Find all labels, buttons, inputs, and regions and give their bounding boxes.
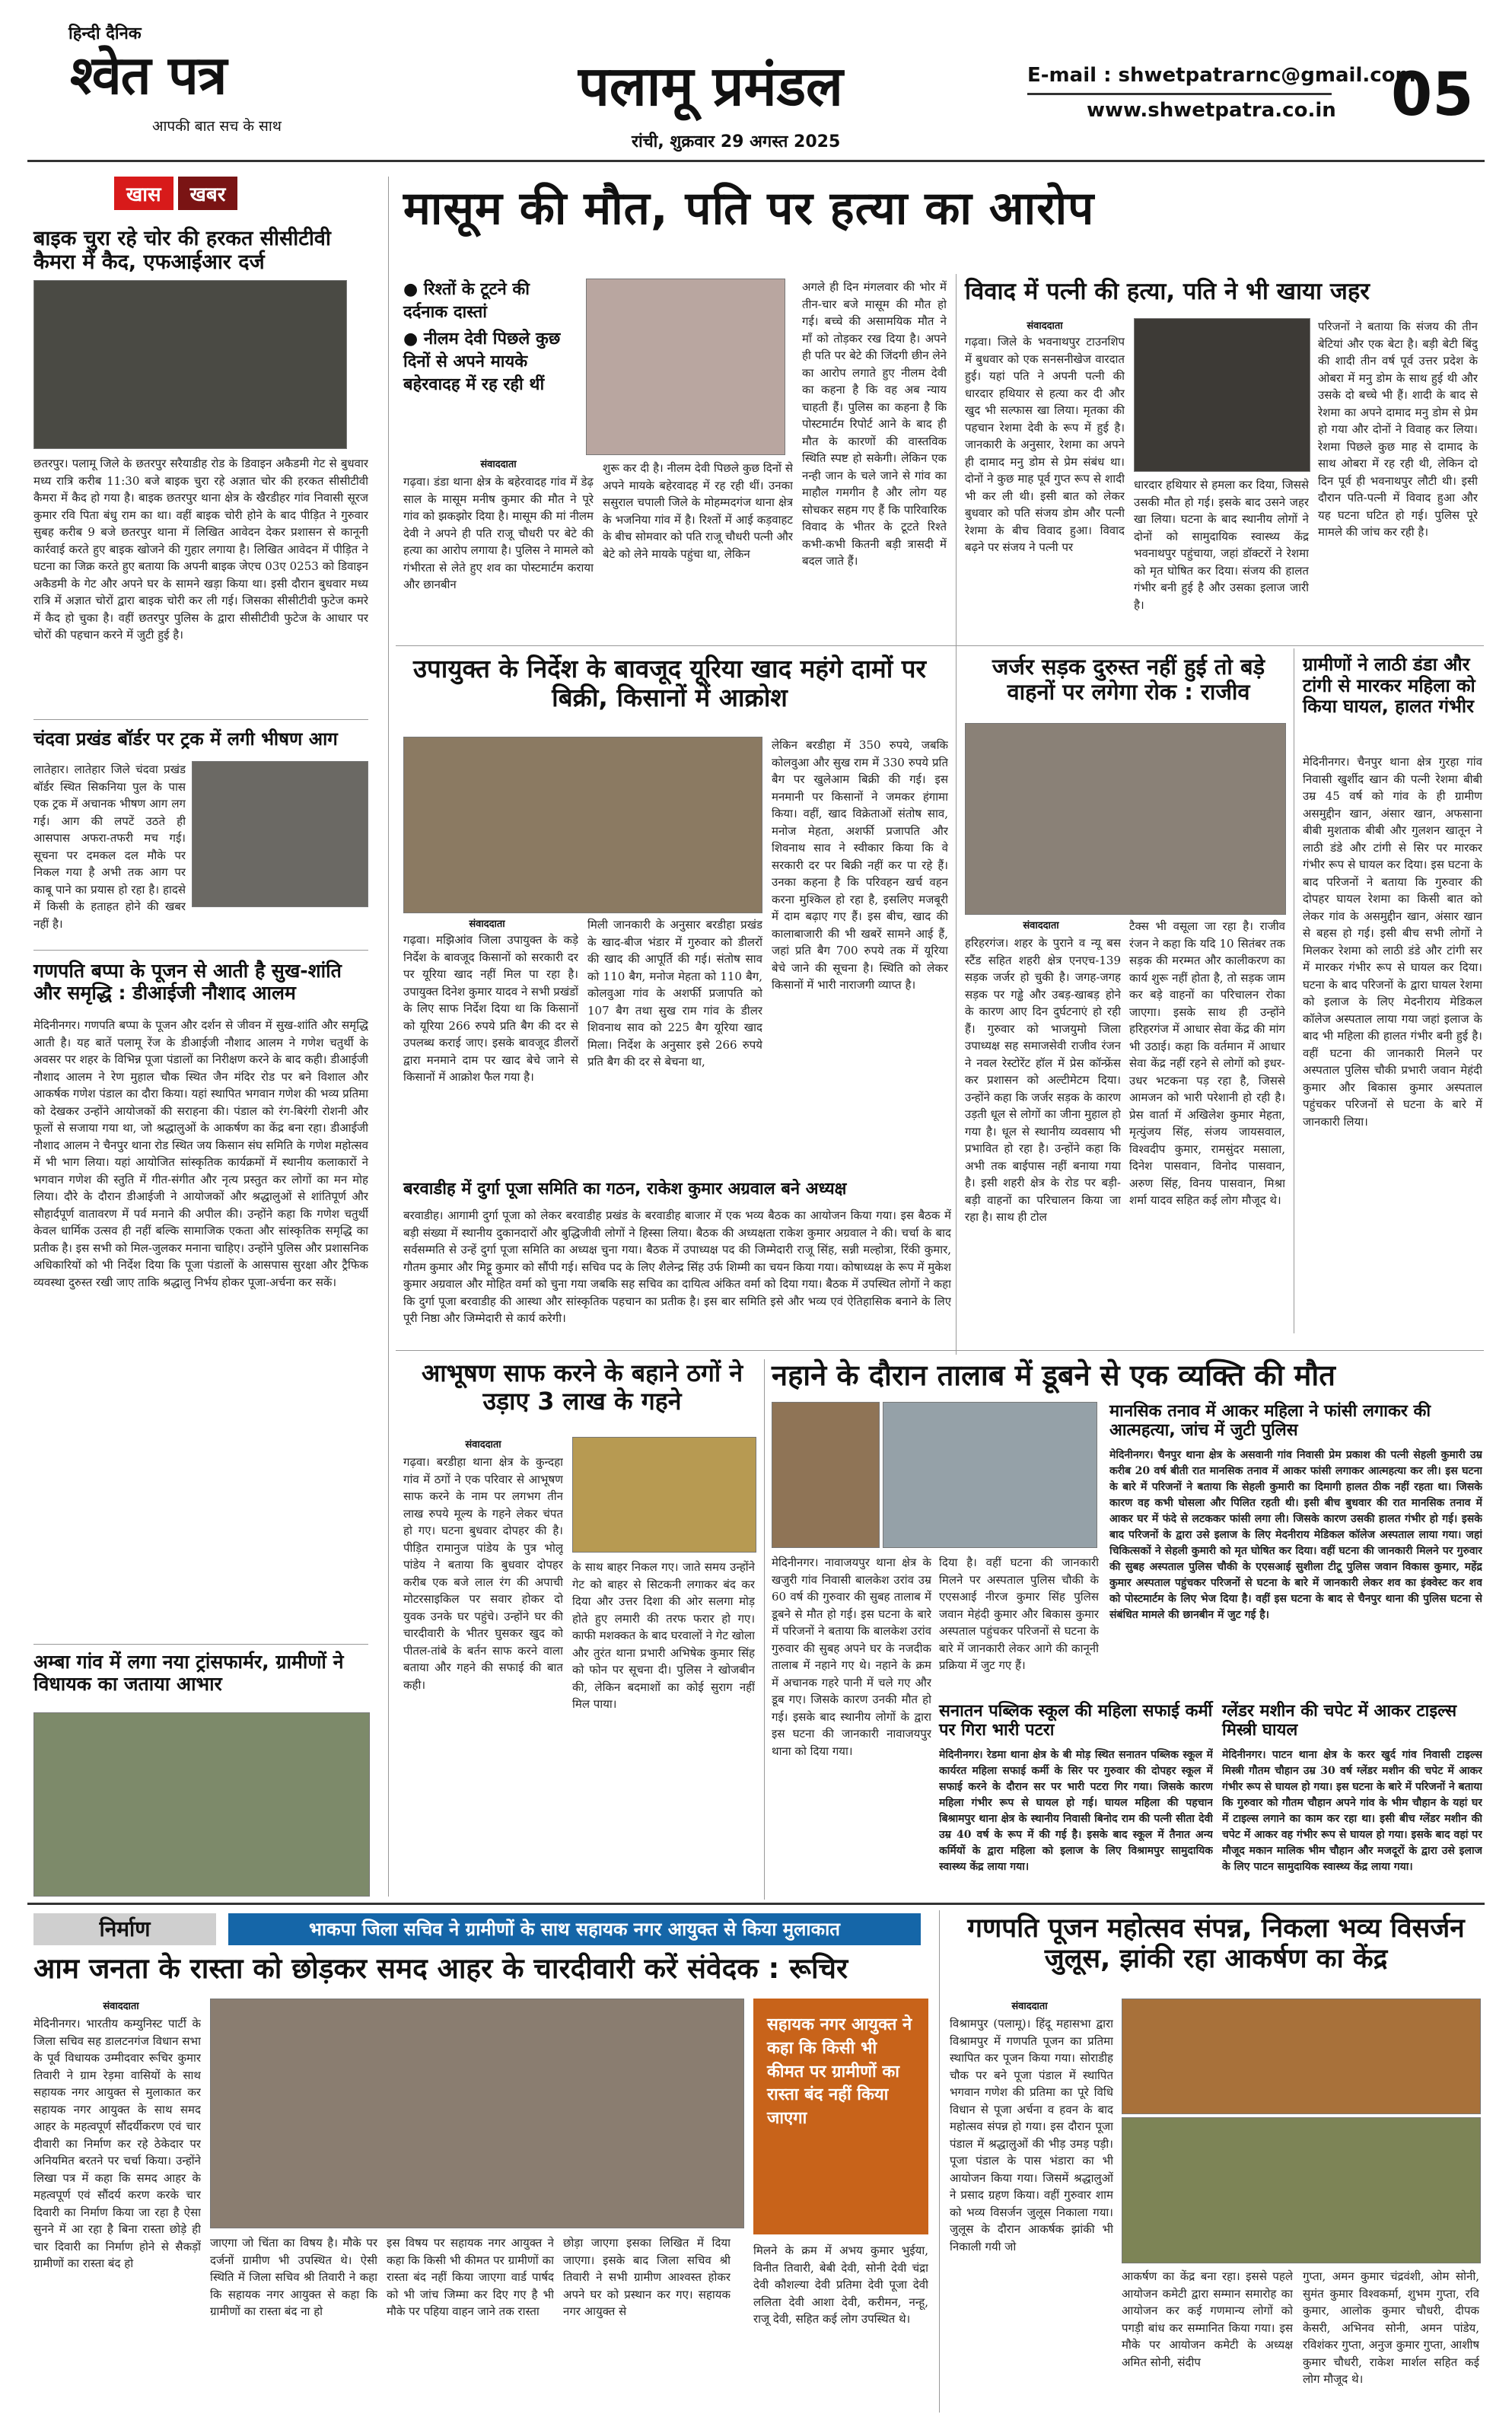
row-rule [396, 645, 1484, 646]
ganpati-headline: गणपति पूजन महोत्सव संपन्न, निकला भव्य विसर्जन जुलूस, झांकी रहा आकर्षण का केंद्र [967, 1913, 1465, 1975]
nirman-tag: निर्माण [33, 1913, 216, 1945]
lead-photo-child [586, 279, 785, 455]
transformer-photo [33, 1712, 370, 1897]
nirman-col-2: जाएगा जो चिंता का विषय है। मौके पर दर्जनों ग्रामीण भी उपस्थित थे। ऐसी स्थिति में जिला सचिव श्री तिवारी ने कहा कि सहायक नगर आयुक्त से कहा कि ग्रामीणों का रास्ता बंद ना हो [210, 2236, 377, 2318]
jewel-headline: आभूषण साफ करने के बहाने ठगों ने उड़ाए 3 लाख के गहने [421, 1358, 743, 1416]
tagline: आपकी बात सच के साथ [152, 118, 282, 135]
brief-rule [33, 950, 368, 951]
lead-col-2: शुरू कर दी है। नीलम देवी पिछले कुछ दिनों से अपने मायके बहेरवादह में रह रही थीं। उनका ससुराल चपाली जिले के मोहम्मदगंज थाना क्षेत्र के भजनिया गांव में है। रिश्तों में आई कड़वाहट के बीच सोमवार को पति राजू चौधरी पत्नी और बेटे को लेने मायके पहुंचा था, लेकिन [603, 461, 793, 561]
email[interactable]: E-mail : shwetpatrarnc@gmail.com [1027, 64, 1416, 87]
truck-fire-photo [192, 761, 368, 907]
khabar-label: खबर [178, 177, 238, 210]
ganpati-col-2: आकर्षण का केंद्र बना रहा। इससे पहले आयोजन कमेटी द्वारा सम्मान समारोह का आयोजन कर कई गणमान्य लोगों को पगड़ी बांध कर सम्मानित किया गया। इस मौके पर आयोजन कमेटी के अध्यक्ष अमित सोनी, संदीप [1122, 2269, 1293, 2369]
mental-headline: मानसिक तनाव में आकर महिला ने फांसी लगाकर की आत्महत्या, जांच में जुटी पुलिस [1109, 1402, 1431, 1441]
ganpati-photo-1 [1122, 1999, 1481, 2114]
nirman-col-1: मेदिनीनगर। भारतीय कम्युनिस्ट पार्टी के जिला सचिव सह डालटनगंज विधान सभा के पूर्व विधायक उम्मीदवार रूचिर कुमार तिवारी ने ग्राम रेड़मा वासियों के साथ सहायक नगर आयुक्त से मुलाकात कर सहायक नगर आयुक्त के साथ समद आहर के महत्वपूर्ण सौंदर्यीकरण एवं चार दीवारी का निर्माण कर रहे ठेकेदार पर अनियमित बरतने पर चर्चा किया। उन्होंने लिखा पत्र में कहा कि समद आहर के महत्वपूर्ण एवं सौंदर्य करण करके चार दिवारी का निर्माण किया जा रहा है ऐसा सुनने में आ रहा है बिना रास्ता छोड़े ही चार दिवारी का निर्माण होने से सैकड़ों ग्रामीणों का रास्ता बंद हो [33, 2017, 201, 2270]
nirman-byline: संवाददाता [103, 2001, 139, 2012]
dateline: रांची, शुक्रवार 29 अगस्त 2025 [632, 132, 841, 151]
section-title: पलामू प्रमंडल [578, 54, 843, 118]
brief-rule [33, 719, 368, 720]
brief-ganpati-dig-headline: गणपति बप्पा के पूजन से आती है सुख-शांति और समृद्धि : डीआईजी नौशाद आलम [33, 960, 342, 1004]
kicker: हिन्दी दैनिक [68, 24, 142, 43]
brief-fire-body: लातेहार। लातेहार जिले चंदवा प्रखंड बॉर्डर स्थित सिकनिया पुल के पास एक ट्रक में अचानक भीषण आग लग गई। आग की लपटें उठते ही आसपास अफरा-तफरी मच गई। सूचना पर दमकल दल मौके पर निकल गया है अभी तक आग पर काबू पाने का प्रयास हो रहा है। हादसे में किसी के हताहत होने की खबर नहीं है। [33, 763, 186, 931]
nirman-headline: आम जनता के रास्ता को छोड़कर समद आहर के चारदीवारी करें संवेदक : रूचिर [33, 1952, 848, 1985]
pond-photo-1 [772, 1402, 880, 1548]
dispute-byline: संवाददाता [1027, 320, 1063, 332]
brief-transformer-headline: अम्बा गांव में लगा नया ट्रांसफार्मर, ग्रामीणों ने विधायक का जताया आभार [33, 1651, 344, 1695]
attack-body: मेदिनीनगर। चैनपुर थाना क्षेत्र गुरहा गांव निवासी खुर्शीद खान की पत्नी रेशमा बीबी उम्र 45 वर्ष को गांव के ही ग्रामीण असमुद्दीन खान, अंसार खान, अफसाना बीबी मुशताक बीबी और गुलशन खातून ने लाठी डंडे और टांगी से सिर पर मारकर गंभीर रूप से घायल कर दिया। इस घटना के बाद परिजनों ने बताया कि गुरुवार की दोपहर घायल रेशमा का किसी बात को लेकर गांव के असमुद्दीन खान, अंसार खान से बहस हो गई। इसी बीच सभी लोगों ने मिलकर रेशमा को लाठी डंडे और टांगी सर में मारकर गंभीर रूप से घायल कर दिया। घटना के बाद परिजनों के द्वारा घायल रेशमा को इलाज के लिए मेदनीराय मेडिकल कॉलेज अस्पताल लाया गया जहां इलाज के बाद भी महिला की हालत गंभीर बनी हुई है। वहीं घटना की जानकारी मिलने पर अस्पताल पुलिस चौकी प्रभारी जवान मेहंदी कुमार और बिकास कुमार अस्पताल पहुंचकर परिजनों से घटना के बारे में जानकारी लिया। [1303, 755, 1482, 1129]
urea-byline: संवाददाता [469, 919, 505, 930]
ganpati-col-1: विश्रामपुर (पलामू)। हिंदू महासभा द्वारा विश्रामपुर में गणपति पूजन का प्रतिमा स्थापित कर पूजन किया गया। सोराडीह चौक पर बने पूजा पंडाल में स्थापित भगवान गणेश की प्रतिमा का पूरे विधि विधान से पूजा अर्चना व हवन के बाद महोत्सव संपन्न हो गया। इस दौरान पूजा पंडाल में श्रद्धालुओं की भीड़ उमड़ पड़ी। पूजा पंडाल के पास भंडारा का भी आयोजन किया गया। जिसमें श्रद्धालुओं ने प्रसाद ग्रहण किया। वहीं गुरुवार शाम को भव्य विसर्जन जुलूस निकाला गया। जुलूस के दौरान आकर्षक झांकी भी निकाली गयी जो [950, 2017, 1113, 2253]
road-byline: संवाददाता [1023, 920, 1059, 932]
lead-col-3: अगले ही दिन मंगलवार की भोर में तीन-चार बजे मासूम की मौत हो गई। बच्चे की असामयिक मौत ने माँ को तोड़कर रख दिया है। अपने ही पति पर बेटे की जिंदगी छीन लेने का आरोप लगाते हुए नीलम देवी का कहना है कि वह अब न्याय चाहती हैं। पुलिस का कहना है कि पोस्टमार्टम रिपोर्ट आने के बाद ही मौत के कारणों की वास्तविक स्थिति स्पष्ट हो सकेगी। लेकिन एक नन्ही जान के चले जाने से गांव का माहौल गमगीन है और लोग यह सोचकर सहम गए हैं कि पारिवारिक विवाद के भीतर के टूटते रिश्ते कभी-कभी कितनी बड़ी त्रासदी में बदल जाते हैं। [802, 280, 947, 568]
jewel-byline: संवाददाता [465, 1439, 501, 1451]
ganpati-byline: संवाददाता [1011, 2001, 1048, 2012]
nirman-col-4: छोड़ा जाएगा इसका लिखित में दिया जाएगा। इसके बाद जिला सचिव श्री तिवारी ने सभी ग्रामीण आश्वस्त होकर अपने घर को प्रस्थान कर गए। सहायक नगर आयुक्त से [563, 2236, 731, 2318]
ganpati-photo-2 [1122, 2117, 1481, 2263]
urea-photo [403, 737, 762, 913]
bottom-divider [939, 1910, 940, 2413]
brand-logo: श्वेत पत्र [70, 44, 227, 107]
left-col-divider [388, 177, 389, 1897]
dispute-col-1: गढ़वा। जिले के भवनाथपुर टाउनशिप में बुधवार को एक सनसनीखेज वारदात हुई। यहां पति ने अपनी पत्नी की धारदार हथियार से हत्या कर दी और खुद भी सल्फास खा लिया। मृतका की पहचान रेशमा देवी के रूप में हुई है। जानकारी के अनुसार, रेशमा का अपने ही दामाद मनु डोम से प्रेम संबंध था। दोनों ने कुछ माह पूर्व गुप्त रूप से शादी भी कर ली थी। इसी बात को लेकर बुधवार को पति संजय डोम और पत्नी रेशमा के बीच विवाद हुआ। विवाद बढ़ने पर संजय ने पत्नी पर [965, 335, 1125, 554]
bottom-section-rule [27, 1903, 1485, 1905]
urea-col-1: गढ़वा। मझिआंव जिला उपायुक्त के कड़े निर्देश के बावजूद किसानों को सरकारी दर पर यूरिया खाद नहीं मिल पा रहा है। उपायुक्त दिनेश कुमार यादव ने सभी प्रखंडों के लिए साफ निर्देश दिया था कि किसानों को यूरिया 266 रुपये प्रति बैग की दर से उपलब्ध कराई जाए। इसके बावजूद डीलरों द्वारा मनमाने दाम पर खाद बेचे जाने से किसानों में आक्रोश फैल गया है। [403, 933, 578, 1084]
pond-col-2: दिया है। वहीं घटना की जानकारी मिलने पर अस्पताल पुलिस चौकी के एएसआई नीरज कुमार सिंह पुलिस जवान मेहंदी कुमार और बिकास कुमार अस्पताल पहुंचकर परिजनों से घटना के बारे में जानकारी लेकर आगे की कानूनी प्रक्रिया में जुट गए हैं। [939, 1556, 1099, 1672]
jewel-photo [572, 1437, 756, 1553]
jewel-col-2: के साथ बाहर निकल गए। जाते समय उन्होंने गेट को बाहर से सिटकनी लगाकर बंद कर दिया और उत्तर दिशा की ओर सलगा मोड़ होते हुए लमारी की तरफ फरार हो गए। काफी मशक्कत के बाद घरवालों ने गेट खोला और तुरंत थाना प्रभारी अभिषेक कुमार सिंह को फोन पर सूचना दी। पुलिस ने खोजबीन की, लेकिन बदमाशों का कोई सुराग नहीं मिल पाया। [572, 1560, 755, 1711]
khas-khabar-tag [114, 177, 237, 207]
brief-bike-body: छतरपुर। पलामू जिले के छतरपुर सरैयाडीह रोड के डिवाइन अकैडमी गेट से बुधवार मध्य रात्रि करीब 11:30 बजे बाइक चुरा रहे अज्ञात चोर की हरकत सीसीटीवी कैमरा में कैद हो गया है। बाइक छतरपुर थाना क्षेत्र के खैरडीहर गांव निवासी सूरज कुमार रवि पिता बंधु राम का था। वहीं बाइक चोरी होने के बाद पीड़ित ने गुरुवार सुबह करीब 9 बजे छतरपुर थाना में लिखित आवेदन देकर प्रशासन से कानूनी कार्रवाई करते हुए बाइक खोजने की गुहार लगाया है। लिखित आवेदन में पीड़ित ने घटना का जिक्र करते हुए बताया कि अपनी बाइक जेएच 03ए 0253 को डिवाइन अकैडमी के गेट और अपने घर के सामने खड़ा किया था। इसी दौरान बुधवार मध्य रात्रि में अज्ञात चोरों द्वारा बाइक चोरी कर ली गई। जिसका सीसीटीवी फुटेज कमरे में कैद हो चुका है। वहीं छतरपुर पुलिस के द्वारा सीसीटीवी फुटेज के आधार पर चोरों की पहचान करने में जुटी हुई है। [33, 457, 368, 642]
masthead [0, 0, 1512, 152]
urea-col-2: मिली जानकारी के अनुसार बरडीहा प्रखंड के खाद-बीज भंडार में गुरुवार को डीलरों की खाद की आपूर्ति की गई। संतोष साव को 110 बैग, मनोज मेहता को 110 बैग, कोलवुआ गांव के अशर्फी प्रजापति को 107 बैग तथा सुख राम गांव के डीलर शिवनाथ साव को 225 बैग यूरिया खाद मिला। निर्देश के अनुसार इसे 266 रुपये प्रति बैग की दर से बेचना था, [587, 918, 762, 1069]
nirman-photo [210, 1999, 744, 2228]
row-rule [396, 1350, 1484, 1351]
road-col-1: हरिहरगंज। शहर के पुराने व न्यू बस स्टैंड सहित शहरी क्षेत्र एनएच-139 सड़क जर्जर हो चुकी है। जगह-जगह सड़क पर गड्ढे और उबड़-खाबड़ होने के कारण आए दिन दुर्घटनाएं हो रही हैं। गुरुवार को भाजयुमो जिला उपाध्यक्ष सह समाजसेवी राजीव रंजन ने नवल रेस्टोरेंट हॉल में प्रेस कॉन्फ्रेंस कर प्रशासन को अल्टीमेटम दिया। उन्होंने कहा कि जर्जर सड़क के कारण उड़ती धूल से लोगों का जीना मुहाल हो गया है। धूल से स्थानीय व्यवसाय भी प्रभावित हो रहा है। उन्होंने कहा कि अभी तक बाईपास नहीं बनाया गया है। इसी शहरी क्षेत्र के रोड पर बड़ी-बड़ी वाहनों का परिचालन किया जा रहा है। साथ ही टोल [965, 936, 1121, 1224]
mental-body: मेदिनीनगर। चैनपुर थाना क्षेत्र के असवानी गांव निवासी प्रेम प्रकाश की पत्नी सेहली कुमारी उम्र करीब 20 वर्ष बीती रात मानसिक तनाव में आकर फांसी लगाकर आत्महत्या कर ली। इस घटना के बारे में परिजनों ने बताया कि सेहली कुमारी का दिमागी हालत ठीक नहीं रहता था। जिसके कारण वह कभी घोसला और पिलित रहती थी। इसी बीच बुधवार की रात मानसिक तनाव में आकर घर में फंदे से लटककर फांसी लगा ली। जिसके कारण उसकी हालत गंभीर हो गई। इसके बाद परिजनों के द्वारा उसे इलाज के लिए मेदनीराय मेडिकल कॉलेज अस्पताल लाया गया। जहां चिकित्सकों ने सेहली कुमारी को मृत घोषित कर दिया। वहीं घटना की जानकारी मिलने पर गुरुवार की सुबह अस्पताल पुलिस चौकी के एएसआई सुशीला टीटू पुलिस जवान विकास कुमार, महेंद्र कुमार अस्पताल पहुंचकर परिजनों से घटना के बारे में जानकारी लेकर शव का इंक्वेस्ट कर शव को पोस्टमार्टम के लिए भेज दिया है। वहीं इस घटना के बाद से चैनपुर थाना की पुलिस घटना से संबंधित मामले की छानबीन में जुट गई है। [1109, 1449, 1482, 1621]
jewel-col-1: गढ़वा। बरडीहा थाना क्षेत्र के कुन्दहा गांव में ठगों ने एक परिवार से आभूषण साफ करने के नाम पर लगभग तीन लाख रुपये मूल्य के गहने लेकर चंपत हो गए। घटना बुधवार दोपहर की है। पीड़ित रामानुज पांडेय के पुत्र भोलू पांडेय ने बताया कि बुधवार दोपहर करीब एक बजे लाल रंग की अपाची मोटरसाइकिल पर सवार होकर दो युवक उनके घर पहुंचे। उन्होंने घर की चारदीवारी के भीतर घुसकर खुद को पीतल-तांबे के बर्तन साफ करने वाला बताया और गहने की सफाई की बात कही। [403, 1455, 563, 1692]
pond-photo-2 [883, 1402, 1097, 1548]
lead-col-1: गढ़वा। डंडा थाना क्षेत्र के बहेरवादह गांव में डेढ़ साल के मासूम मनीष कुमार की मौत ने पूरे गांव को झकझोर दिया है। मासूम की मां नीलम देवी ने अपने ही पति राजू चौधरी पर बेटे की हत्या का आरोप लगाया है। पुलिस ने मामले को गंभीरता से लेते हुए शव का पोस्टमार्टम कराया और छानबीन [403, 475, 594, 591]
road-col-2: टैक्स भी वसूला जा रहा है। राजीव रंजन ने कहा कि यदि 10 सितंबर तक सड़क की मरम्मत और कालीकरण का कार्य शुरू नहीं होता है, तो सड़क जाम कर बड़े वाहनों का परिचालन रोका जाएगा। इसके साथ ही उन्होंने हरिहरगंज में आधार सेवा केंद्र की मांग भी उठाई। कहा कि वर्तमान में आधार सेवा केंद्र नहीं रहने से लोगों को इधर-उधर भटकना पड़ रहा है, जिससे आमजन को भारी परेशानी हो रही है। प्रेस वार्ता में अखिलेश कुमार मेहता, मृत्युंजय सिंह, संजय जायसवाल, विश्वदीप कुमार, रामसुंदर मसाला, दिनेश पासवान, विनोद पासवान, अरुण सिंह, विनय पासवान, मिश्रा शर्मा यादव सहित कई लोग मौजूद थे। [1129, 919, 1285, 1207]
page-number: 05 [1391, 61, 1474, 129]
lead-divider [956, 274, 957, 1355]
road-press-photo [965, 723, 1286, 915]
sanitation-headline: सनातन पब्लिक स्कूल की महिला सफाई कर्मी पर गिरा भारी पटरा [939, 1702, 1213, 1741]
pond-headline: नहाने के दौरान तालाब में डूबने से एक व्यक्ति की मौत [772, 1358, 1335, 1392]
lead-bullets [403, 279, 578, 396]
pond-col-1: मेदिनीनगर। नावाजयपुर थाना क्षेत्र के खजुरी गांव निवासी बालकेश उरांव उम्र 60 वर्ष की गुरुवार की सुबह तालाब में डूबने से मौत हो गई। इस घटना के बारे में परिजनों ने बताया कि बालकेश उरांव गुरुवार की सुबह अपने घर के नजदीक तालाब में नहाने गए थे। नहाने के क्रम में अचानक गहरे पानी में चले गए और डूब गए। जिसके कारण उनकी मौत हो गई। इसके बाद स्थानीय लोगों के द्वारा इस घटना की जानकारी नावाजयपुर थाना को दिया गया। [772, 1556, 931, 1758]
nirman-pullquote [753, 1999, 928, 2234]
road-headline: जर्जर सड़क दुरुस्त नहीं हुई तो बड़े वाहनों पर लगेगा रोक : राजीव [992, 654, 1265, 705]
barwadih-body: बरवाडीह। आगामी दुर्गा पूजा को लेकर बरवाडीह प्रखंड के बरवाडीह बाजार में एक भव्य बैठक का आयोजन किया गया। इस बैठक में बड़ी संख्या में स्थानीय दुकानदारों और बुद्धिजीवी लोगों ने हिस्सा लिया। बैठक की अध्यक्षता राकेश कुमार अग्रवाल ने की। चर्चा के बाद सर्वसम्मति से उन्हें दुर्गा पूजा समिति का अध्यक्ष चुना गया। बैठक में उपाध्यक्ष पद की जिम्मेदारी राजू सिंह, सन्नी मल्होत्रा, रिंकी कुमार, गौतम कुमार और मिट्टू कुमार को सौंपी गई। सचिव पद के लिए शैलेन्द्र सिंह उर्फ शिम्मी का चयन किया गया। कोषाध्यक्ष के रूप में मुकेश कुमार अग्रवाल और मोहित वर्मा को चुना गया जबकि सह सचिव का दायित्व अंकित वर्मा को दिया गया। बैठक में उपस्थित लोगों ने कहा कि दुर्गा पूजा बरवाडीह की आस्था और सांस्कृतिक पहचान का प्रतीक है। इस बार समिति इसे और भव्य एवं ऐतिहासिक बनाने के लिए पूरी निष्ठा और जिम्मेदारी से कार्य करेगी। [403, 1209, 951, 1325]
email-underline [1027, 93, 1332, 95]
pullquote-text: सहायक नगर आयुक्त ने कहा कि किसी भी कीमत पर ग्रामीणों का रास्ता बंद नहीं किया जाएगा [767, 2015, 912, 2129]
ganpati-col-3: गुप्ता, अमन कुमार चंद्रवंशी, ओम सोनी, सुमंत कुमार विश्वकर्मा, शुभम गुप्ता, रवि कुमार, आलोक कुमार चौधरी, दीपक केसरी, अभिनव सोनी, अमन पांडेय, रविशंकर गुप्ता, अनुज कुमार गुप्ता, आशीष कुमार चौधरी, राकेश मार्शल सहित कई लोग मौजूद थे। [1303, 2269, 1479, 2386]
masthead-rule [27, 160, 1485, 162]
dispute-col-3: परिजनों ने बताया कि संजय की तीन बेटियां और एक बेटा है। बड़ी बेटी बिंदु की शादी तीन वर्ष पूर्व उत्तर प्रदेश के ओबरा में मनु डोम के साथ हुई थी और उसके दो बच्चे भी हैं। शादी के बाद से रेशमा का अपने दामाद मनु डोम से प्रेम हो गया और दोनों ने विवाह कर लिया। रेशमा पिछले कुछ माह से दामाद के साथ ओबरा में रह रही थी, लेकिन दो दिन पूर्व ही भवनाथपुर लौटी थी। इसी दौरान पति-पत्नी में विवाद हुआ और यह घटना घटित हो गई। पुलिस पूरे मामले की जांच कर रही है। [1318, 320, 1478, 539]
grinder-body: मेदिनीनगर। पाटन थाना क्षेत्र के करर खुर्द गांव निवासी टाइल्स मिस्त्री गौतम चौहान उम्र 30 वर्ष ग्लेंडर मशीन की चपेट में आकर गंभीर रूप से घायल हो गया। इस घटना के बारे में परिजनों ने बताया कि गुरुवार को गौतम चौहान अपने गांव के भीम चौहान के यहां घर में टाइल्स लगाने का काम कर रहा था। इसी बीच ग्लेंडर मशीन की चपेट में आकर वह गंभीर रूप से घायल हो गया। इसके बाद वहां पर मौजूद मकान मालिक भीम चौहान और मजदूरों के द्वारा उसे इलाज के लिए पाटन सामुदायिक स्वास्थ्य केंद्र लाया गया। [1222, 1749, 1482, 1873]
bike-theft-photo [33, 280, 347, 449]
website[interactable]: www.shwetpatra.co.in [1087, 99, 1336, 122]
lead-byline: संवाददाता [480, 459, 517, 470]
brief-ganpati-dig-body: मेदिनीनगर। गणपति बप्पा के पूजन और दर्शन से जीवन में सुख-शांति और समृद्धि आती है। यह बातें पलामू रेंज के डीआईजी नौशाद आलम ने गणेश चतुर्थी के अवसर पर शहर के विभिन्न पूजा पंडालों का निरीक्षण करने के बाद कही। डीआईजी नौशाद आलम ने रेण मुहाल चौक स्थित जैन मंदिर रोड पर बने विशाल और आकर्षक गणेश पंडाल का दौरा किया। यहां स्थापित भगवान गणेश की भव्य प्रतिमा को देखकर उन्होंने आयोजकों की सराहना की। पंडाल को रंग-बिरंगी रोशनी और फूलों से सजाया गया था, जो श्रद्धालुओं के आकर्षण का केंद्र बना रहा। डीआईजी नौशाद आलम ने चैनपुर थाना रोड स्थित जय किसान संघ समिति के गणेश महोत्सव में भी भाग लिया। यहां आयोजित सांस्कृतिक कार्यक्रमों में स्थानीय कलाकारों ने भगवान गणेश की स्तुति में गीत-संगीत और नृत्य प्रस्तुत कर लोगों का मन मोह लिया। दौरे के दौरान डीआईजी ने आयोजकों और श्रद्धालुओं से शांतिपूर्ण और सौहार्दपूर्ण वातावरण में पर्व मनाने की अपील की। उन्होंने कहा कि गणेश चतुर्थी केवल धार्मिक उत्सव ही नहीं बल्कि सामाजिक एकता और सांस्कृतिक समृद्धि का प्रतीक है। इस सभी को मिल-जुलकर मनाना चाहिए। उन्होंने पुलिस और प्रशासनिक अधिकारियों को भी निर्देश दिया कि पूजा पंडालों के आसपास सुरक्षा और ट्रैफिक व्यवस्था दुरुस्त रखी जाए ताकि श्रद्धालु निर्भय होकर पूजा-अर्चना कर सकें। [33, 1018, 368, 1289]
attack-headline: ग्रामीणों ने लाठी डंडा और टांगी से मारकर महिला को किया घायल, हालत गंभीर [1303, 654, 1475, 718]
dispute-headline: विवाद में पत्नी की हत्या, पति ने भी खाया जहर [965, 278, 1370, 305]
brief-rule [33, 1644, 368, 1645]
dispute-col-2: धारदार हथियार से हमला कर दिया, जिससे उसकी मौत हो गई। इसके बाद उसने जहर खा लिया। घटना के बाद स्थानीय लोगों ने दोनों को सामुदायिक स्वास्थ्य केंद्र भवनाथपुर पहुंचाया, जहां डॉक्टरों ने रेशमा को मृत घोषित कर दिया। संजय की हालत गंभीर बनी हुई है और उसका इलाज जारी है। [1134, 478, 1309, 612]
brief-bike-headline: बाइक चुरा रहे चोर की हरकत सीसीटीवी कैमरा में कैद, एफआईआर दर्ज [33, 227, 331, 275]
nirman-col-3: इस विषय पर सहायक नगर आयुक्त ने कहा कि किसी भी कीमत पर ग्रामीणों का रास्ता बंद नहीं किया जाएगा वार्ड पार्षद को भी जांच जिम्मा कर दिए गए है भी मौके पर पहिया वाहन जाने तक रास्ता [387, 2236, 554, 2318]
urea-col-3: लेकिन बरडीहा में 350 रुपये, जबकि कोलवुआ और सुख राम में 330 रुपये प्रति बैग पर खुलेआम बिक्री की गई। इस मनमानी पर किसानों ने जमकर हंगामा किया। वहीं, खाद विक्रेताओं संतोष साव, मनोज मेहता, अशर्फी प्रजापति और शिवनाथ साव ने स्वीकार किया कि वे सरकारी दर पर बिक्री नहीं कर पा रहे हैं। उनका कहना है कि परिवहन खर्च वहन करना मुश्किल हो रहा है, इसलिए मजबूरी में दाम बढ़ाए गए हैं। इस बीच, खाद की कालाबाजारी की भी खबरें सामने आई हैं, जहां प्रति बैग 700 रुपये तक में यूरिया बेचे जाने की सूचना है। स्थिति को लेकर किसानों में भारी नाराजगी व्याप्त है। [772, 738, 948, 992]
nirman-banner: भाकपा जिला सचिव ने ग्रामीणों के साथ सहायक नगर आयुक्त से किया मुलाकात [228, 1913, 921, 1945]
jewel-divider [764, 1359, 765, 1900]
grinder-headline: ग्लेंडर मशीन की चपेट में आकर टाइल्स मिस्त्री घायल [1222, 1702, 1457, 1741]
urea-headline: उपायुक्त के निर्देश के बावजूद यूरिया खाद महंगे दामों पर बिक्री, किसानों में आक्रोश [412, 654, 927, 712]
barwadih-headline: बरवाडीह में दुर्गा पूजा समिति का गठन, राकेश कुमार अग्रवाल बने अध्यक्ष [403, 1180, 847, 1199]
nirman-col-5: मिलने के क्रम में अभय कुमार भुईया, विनीत तिवारी, बेबी देवी, सोनी देवी चंद्रा देवी कौशल्या देवी प्रतिमा देवी पूजा देवी ललिता देवी आशा देवी, करीमन, नन्हू, राजू देवी, सहित कई लोग उपस्थित थे। [753, 2244, 928, 2326]
brief-fire-headline: चंदवा प्रखंड बॉर्डर पर ट्रक में लगी भीषण आग [33, 728, 338, 750]
khas-label: खास [114, 177, 173, 210]
lead-bullet-2: ● नीलम देवी पिछले कुछ दिनों से अपने मायके बहेरवादह में रह रही थीं [403, 330, 561, 394]
dispute-photo [1134, 318, 1310, 472]
lead-bullet-1: ● रिश्तों के टूटने की दर्दनाक दास्तां [403, 280, 530, 322]
sanitation-body: मेदिनीनगर। रेडमा थाना क्षेत्र के बी मोड़ स्थित सनातन पब्लिक स्कूल में कार्यरत महिला सफाई कर्मी के सिर पर गुरुवार की दोपहर स्कूल में सफाई करने के दौरान सर पर भारी पटरा गिर गया। जिसके कारण महिला गंभीर रूप से घायल हो गई। घायल महिला की पहचान बिश्रामपुर थाना क्षेत्र के स्थानीय निवासी बिनोद राम की पत्नी सीता देवी उम्र 40 वर्ष के रूप में की गई है। इसके बाद स्कूल में तैनात अन्य कर्मियों के द्वारा महिला को इलाज के लिए विश्रामपुर सामुदायिक स्वास्थ्य केंद्र लाया गया। [939, 1749, 1213, 1873]
lead-headline: मासूम की मौत, पति पर हत्या का आरोप [403, 182, 1095, 235]
